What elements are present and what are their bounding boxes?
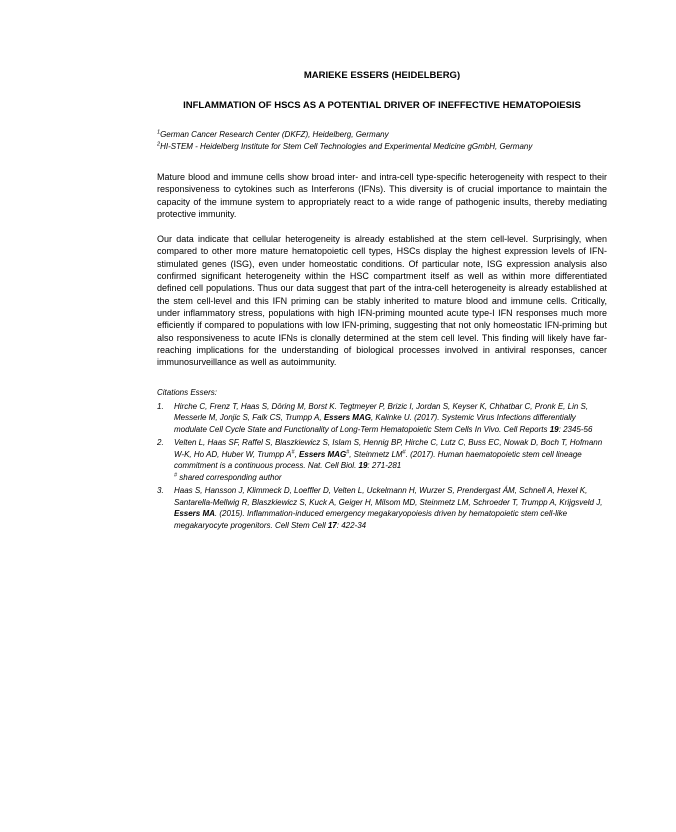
paragraph-intro: Mature blood and immune cells show broad inter- and intra-cell type-specific heterogeneity with respect to their responsiveness to cytokines such as Interferons (IFNs). This diversity is of crucial importance to maintain the capacity of the immune system to appropriately react to a wide range of pathogenic insults, thereby mediating protective immunity. bbox=[157, 172, 607, 219]
citation-number: 2. bbox=[157, 438, 164, 448]
abstract-page bbox=[157, 70, 607, 531]
citation-volume: 19 bbox=[549, 424, 559, 434]
citation-volume: 17 bbox=[327, 520, 337, 530]
citation-pages: : 2345-56 bbox=[558, 424, 593, 434]
citation-authors-tail: , Steinmetz LM bbox=[349, 449, 403, 459]
corresponding-mark: # bbox=[402, 449, 406, 456]
affiliation-mark: 1 bbox=[157, 129, 161, 136]
affiliation-mark: 2 bbox=[157, 141, 161, 148]
affiliation-1 bbox=[157, 129, 607, 141]
citation-highlight-author: Essers MAG bbox=[323, 413, 371, 423]
citation-item bbox=[157, 401, 607, 436]
citation-details: . (2015). Inflammation-induced emergency megakaryopoiesis driven by hematopoietic stem cell-like megakaryocyte progenitors. Cell Stem Cell bbox=[174, 509, 568, 530]
citation-highlight-author: Essers MAG bbox=[299, 449, 347, 459]
citation-number: 1. bbox=[157, 401, 164, 411]
abstract-title: INFLAMMATION OF HSCS AS A POTENTIAL DRIVER OF INEFFECTIVE HEMATOPOIESIS bbox=[183, 100, 581, 111]
citation-pages: : 422-34 bbox=[336, 520, 367, 530]
note-text: shared corresponding author bbox=[177, 472, 282, 482]
author-heading: MARIEKE ESSERS (HEIDELBERG) bbox=[303, 70, 461, 81]
citations-list bbox=[157, 401, 607, 532]
corresponding-mark: # bbox=[174, 472, 178, 479]
citation-item bbox=[157, 485, 607, 531]
affiliation-text: HI-STEM - Heidelberg Institute for Stem Cell Technologies and Experimental Medicine gGmbH, Germany bbox=[160, 142, 533, 151]
affiliations bbox=[157, 129, 607, 153]
citation-details: . (2017). Human haematopoietic stem cell lineage commitment is a continuous process. Nat. Cell Biol. bbox=[174, 449, 582, 471]
citation-number: 3. bbox=[157, 486, 164, 496]
affiliation-text: German Cancer Research Center (DKFZ), Heidelberg, Germany bbox=[160, 130, 389, 139]
citation-pages: : 271-281 bbox=[367, 461, 402, 471]
citation-authors: Velten L, Haas SF, Raffel S, Blaszkiewicz S, Islam S, Hennig BP, Hirche C, Lutz C, Buss EC, Nowak D, Boch T, Hofmann W-K, Ho AD, Huber W, Trumpp A bbox=[174, 438, 603, 459]
citation-volume: 19 bbox=[358, 461, 368, 471]
paragraph-findings: Our data indicate that cellular heterogeneity is already established at the stem cell-level. Surprisingly, when compared to other more mature hematopoietic cell types, HSCs display the highest expression levels of IFN-stimulated genes (ISG), even under homeostatic conditions. Of particular note, ISG expression analysis also confirmed significant heterogeneity within the HSC compartment itself as well as within more differentiated defined cell populations. Thus our data suggest that part of the intra-cell heterogeneity is already established at the stem cell-level and this IFN priming can be stably inherited to mature blood and immune cells. Critically, under inflammatory stress, populations with high IFN-priming mounted acute type-I IFN responses much more efficiently if compared to populations with low IFN-priming, suggesting that not only homeostatic IFN-priming but also responsiveness to acute IFNs is clonally determined at the stem cell level. This finding will likely have far-reaching implications for the understanding of biological processes involved in antiviral responses, cancer immunosurveillance as well as autoimmunity. bbox=[157, 234, 607, 368]
citations-section bbox=[157, 387, 607, 531]
citation-item bbox=[157, 437, 607, 483]
citation-authors: Hirche C, Frenz T, Haas S, Döring M, Borst K. Tegtmeyer P, Brizic I, Jordan S, Keyser K, Chhatbar C, Pronk E, Lin S, Messerle M, Jonjic S, Falk CS, Trumpp A, bbox=[174, 401, 589, 423]
corresponding-mark: # bbox=[346, 449, 350, 456]
citation-highlight-author: Essers MA bbox=[174, 509, 215, 519]
citation-details: , Kalinke U. (2017). Systemic Virus Infections differentially modulate Cell Cycle State and Functionality of Long-Term Hematopoietic Stem Cells In Vivo. Cell Reports bbox=[174, 413, 576, 434]
citation-authors: Haas S, Hansson J, Klimmeck D, Loeffler D, Velten L, Uckelmann H, Wurzer S, Prendergast ÁM, Schnell A, Hexel K, Santarella-Mellwig R, Blaszkiewicz S, Kuck A, Geiger H, Milsom MD, Steinmetz LM, Schroeder T, Trumpp A, Krijgsveld J, bbox=[174, 486, 603, 507]
shared-author-note bbox=[174, 472, 607, 484]
citations-heading: Citations Essers: bbox=[157, 388, 218, 398]
affiliation-2 bbox=[157, 141, 607, 153]
citation-separator: , bbox=[294, 449, 300, 459]
corresponding-mark: # bbox=[291, 449, 295, 456]
